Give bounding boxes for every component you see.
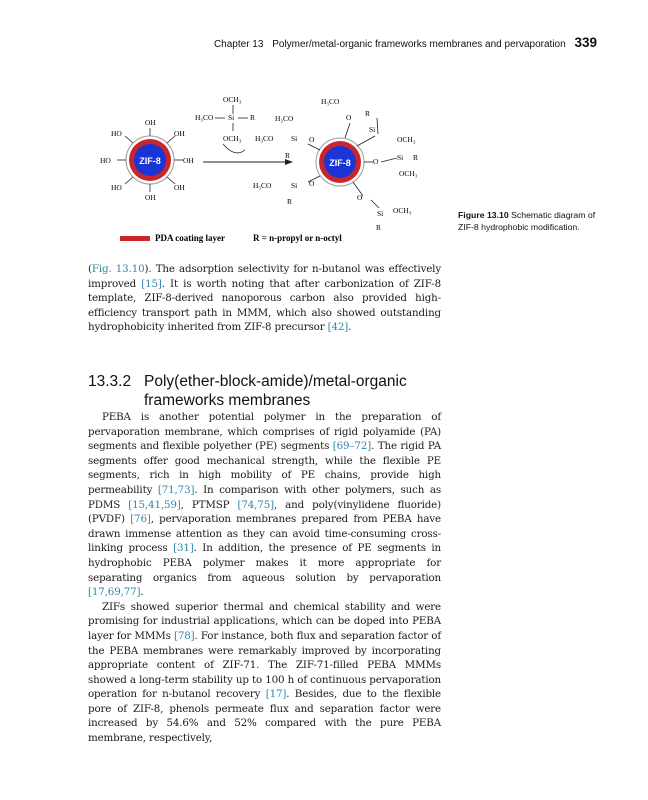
text: ). The adsorption selectivity for n-butanol was effectively improved xyxy=(88,263,441,290)
ho-lower-left: HO xyxy=(111,183,122,192)
paragraph-2 xyxy=(88,410,441,746)
right-och3-top: OCH₃ xyxy=(397,135,416,144)
citation-link[interactable]: [78] xyxy=(173,629,195,642)
top-h3co: H₃CO xyxy=(321,97,340,106)
citation-link[interactable]: [31] xyxy=(173,542,194,555)
section-title: Poly(ether-block-amide)/metal-organic frameworks membranes xyxy=(144,373,407,409)
text: . Besides, due to the flexible pore of ZIF-8, phenols permeate flux and separation factor were increased by 54.6% and 52% compared with the pure PEBA membrane, respectively, xyxy=(88,688,441,745)
text: . The rigid PA segments offer good mechanical strength, while the flexible PE segments, rich in high mobility of PE chains, provide high permeability xyxy=(88,440,441,496)
citation-link[interactable]: [42] xyxy=(327,321,349,334)
upper-r: R xyxy=(285,151,291,160)
caption-text: Schematic diagram of ZIF-8 hydrophobic modification. xyxy=(458,210,596,232)
pda-legend-label: PDA coating layer xyxy=(155,233,225,243)
upper-h3co: H₃CO xyxy=(275,114,294,123)
silane-reagent xyxy=(195,95,255,143)
top-si: Si xyxy=(369,125,376,134)
citation-link[interactable]: [71,73] xyxy=(157,483,195,496)
reagent-h3co: H₃CO xyxy=(195,113,214,122)
reagent-och3-top: OCH₃ xyxy=(223,95,242,104)
upper-si: Si xyxy=(291,134,298,143)
right-och3-bottom: OCH₃ xyxy=(399,169,418,178)
oh-lower-right: OH xyxy=(174,183,185,192)
lower-r: R xyxy=(287,197,293,206)
citation-link[interactable]: [17] xyxy=(265,688,287,701)
text: , PTMSP xyxy=(180,498,238,511)
text: . xyxy=(140,586,144,599)
upper-left-h3co: H₃CO xyxy=(255,134,274,143)
ho-left: HO xyxy=(100,156,111,165)
section-number: 13.3.2 xyxy=(88,373,132,390)
text: . It is worth noting that after carbonization of ZIF-8 template, ZIF-8-derived nanoporous carbon also provided high-efficiency transport path in MMM, which also showed outstanding hydrophobicity inherited from ZIF-8 precursor xyxy=(88,277,441,334)
pda-legend-swatch xyxy=(120,236,150,241)
upper-o: O xyxy=(309,135,315,144)
text: ZIFs showed superior thermal and chemical stability and were promising for industrial applications, which can be doped into PEBA layer for MMMs xyxy=(88,600,441,642)
ho-upper-left: HO xyxy=(111,129,122,138)
text: PEBA is another potential polymer in the preparation of pervaporation membrane, which comprises of rigid polyamide (PA) segments and flexible polyether (PE) segments xyxy=(88,411,441,453)
page-number: 339 xyxy=(574,35,597,50)
right-si: Si xyxy=(397,153,404,162)
lower-o: O xyxy=(309,179,315,188)
reaction-curve xyxy=(223,144,245,153)
header-chapter: Chapter 13 xyxy=(213,39,264,50)
bottom-o: O xyxy=(357,193,363,202)
running-header xyxy=(75,35,597,50)
reagent-r: R xyxy=(250,113,256,122)
bottom-r: R xyxy=(376,223,382,232)
caption-label: Figure 13.10 xyxy=(458,210,509,220)
oh-right: OH xyxy=(183,156,194,165)
r-definition: R = n-propyl or n-octyl xyxy=(253,233,342,243)
text: , pervaporation membranes prepared from PEBA have drawn immense attention as they can avoid time-consuming cross-linking process xyxy=(88,513,441,555)
top-o: O xyxy=(346,113,352,122)
right-o: O xyxy=(373,157,379,166)
right-r: R xyxy=(413,153,419,162)
lower-h3co: H₃CO xyxy=(253,181,272,190)
bottom-si: Si xyxy=(377,209,384,218)
text: . In addition, the presence of PE segments in hydrophobic PEBA polymer makes it more appropriate for separating organics from aqueous solution by pervaporation xyxy=(88,542,441,584)
citation-link[interactable]: [15] xyxy=(141,277,162,290)
paragraph-1 xyxy=(88,262,441,335)
citation-link[interactable]: [74,75] xyxy=(237,498,274,511)
header-title: Polymer/metal-organic frameworks membranes and pervaporation xyxy=(272,39,566,50)
text: . For instance, both flux and separation factor of the PEBA membranes were remarkably improved by incorporating appropriate content of ZIF-71. The ZIF-71-filled PEBA MMMs showed a long-term stability up to 100 h of continuous pervaporation operation for n-butanol recovery xyxy=(88,629,441,701)
top-r: R xyxy=(365,109,371,118)
citation-link[interactable]: [76] xyxy=(130,513,151,526)
zif-label-right: ZIF-8 xyxy=(329,158,351,168)
lower-si: Si xyxy=(291,181,298,190)
text: ( xyxy=(88,263,92,275)
zif8-particle-left xyxy=(126,136,174,184)
zif8-particle-right xyxy=(316,138,364,186)
figure-caption xyxy=(458,210,608,233)
oh-upper-right: OH xyxy=(174,129,185,138)
citation-link[interactable]: [17,69,77] xyxy=(88,586,141,599)
zif8-modification-figure xyxy=(95,78,450,253)
zif-label-left: ZIF-8 xyxy=(139,156,161,166)
citation-link[interactable]: [15,41,59] xyxy=(128,498,181,511)
text: . In comparison with other polymers, such as PDMS xyxy=(88,483,441,511)
reagent-si: Si xyxy=(228,113,235,122)
reagent-och3-bottom: OCH₃ xyxy=(223,134,242,143)
figure-link[interactable]: Fig. 13.10 xyxy=(91,263,145,275)
text: , and poly(vinylidene fluoride) (PVDF) xyxy=(88,498,441,526)
oh-top: OH xyxy=(145,118,156,127)
citation-link[interactable]: [69–72] xyxy=(332,440,372,453)
text: . xyxy=(348,321,352,334)
oh-bottom: OH xyxy=(145,193,156,202)
bottom-och3: OCH₃ xyxy=(393,206,412,215)
